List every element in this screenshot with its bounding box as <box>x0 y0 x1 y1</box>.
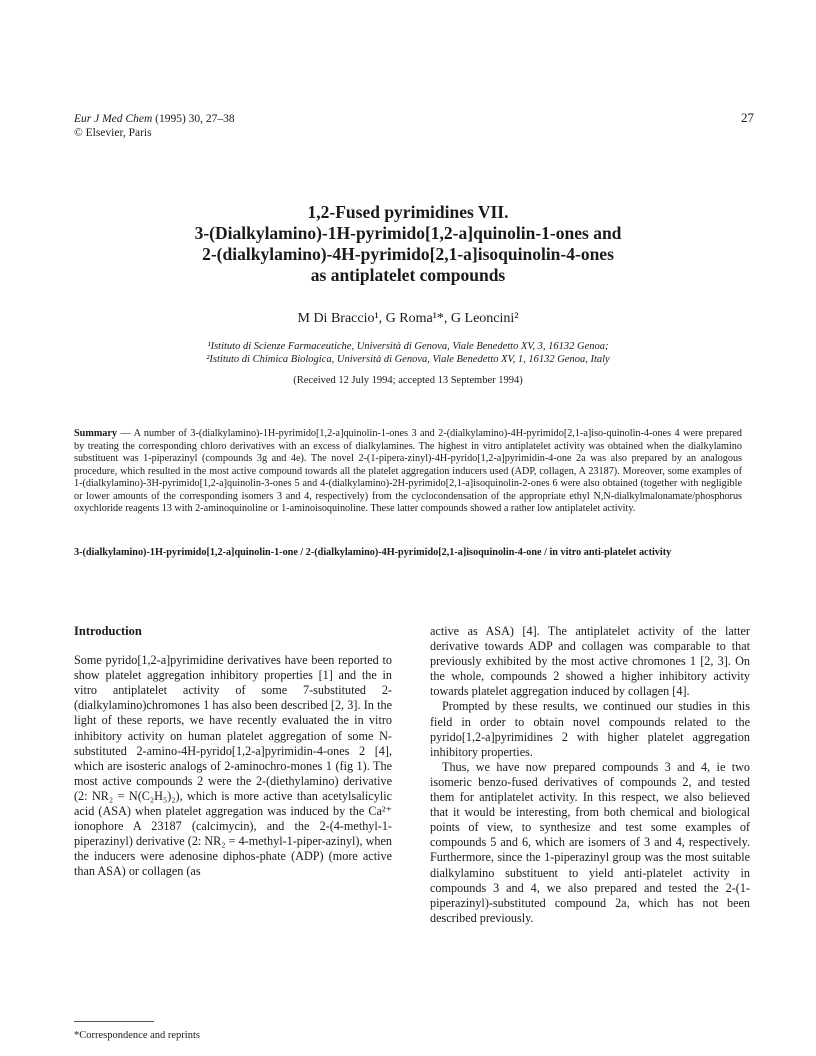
paragraph: Thus, we have now prepared compounds 3 and 4, ie two isomeric benzo-fused derivatives of compounds 2, and tested them for antiplatelet activity. In this respect, we also believed that it would be interesting, from both chemical and biological points of view, to synthesize and test some examples of compounds 5 and 6, which are isomers of 3 and 4, respectively. Furthermore, since the 1-piperazinyl group was the most suitable dialkylamino substituent to yield anti-platelet activity in compounds 3 and 4, we also prepared and tested the 2-(1-piperazinyl)-substituted compound 2a, which has not been described previously. <box>430 759 750 925</box>
column-left <box>74 624 392 880</box>
summary-label: Summary <box>74 428 118 439</box>
publisher: © Elsevier, Paris <box>74 127 152 139</box>
journal-name: Eur J Med Chem <box>74 113 153 125</box>
footnote-divider <box>74 1021 154 1022</box>
journal-volume: (1995) 30, 27–38 <box>152 113 235 125</box>
journal-citation <box>74 112 235 140</box>
affiliation-line: ²Istituto di Chimica Biologica, Università di Genova, Viale Benedetto XV, 1, 16132 Genoa, Italy <box>206 354 610 365</box>
title-line: 1,2-Fused pyrimidines VII. <box>307 202 509 222</box>
affiliation-line: ¹Istituto di Scienze Farmaceutiche, Università di Genova, Viale Benedetto XV, 3, 16132 Genoa; <box>207 341 609 352</box>
page-number: 27 <box>741 110 754 125</box>
section-heading: Introduction <box>74 624 142 638</box>
title-line: 2-(dialkylamino)-4H-pyrimido[2,1-a]isoquinolin-4-ones <box>202 244 614 264</box>
received-dates: (Received 12 July 1994; accepted 13 September 1994) <box>293 375 523 386</box>
footnote: *Correspondence and reprints <box>74 1030 200 1041</box>
author-list: M Di Braccio¹, G Roma¹*, G Leoncini² <box>297 311 519 326</box>
paragraph: Prompted by these results, we continued our studies in this field in order to obtain novel compounds related to the pyrido[1,2-a]pyrimidines 2 with higher platelet aggregation inhibitory properties. <box>430 699 750 759</box>
affiliations <box>60 340 756 366</box>
keywords: 3-(dialkylamino)-1H-pyrimido[1,2-a]quinolin-1-one / 2-(dialkylamino)-4H-pyrimido[2,1-a]isoquinolin-4-one / in vitro anti-platelet activity <box>74 547 672 558</box>
column-right <box>430 624 750 926</box>
article-title <box>60 202 756 286</box>
paragraph: active as ASA) [4]. The antiplatelet activity of the latter derivative towards ADP and collagen was comparable to that previously exhibited by the most active chromones 1 [2, 3]. On the whole, compounds 2 showed a higher inhibitory activity towards platelet aggregation induced by collagen [4]. <box>430 624 750 699</box>
title-line: 3-(Dialkylamino)-1H-pyrimido[1,2-a]quinolin-1-ones and <box>194 223 622 243</box>
summary-block <box>74 428 742 516</box>
title-line: as antiplatelet compounds <box>310 265 506 285</box>
summary-text: — A number of 3-(dialkylamino)-1H-pyrimido[1,2-a]quinolin-1-ones 3 and 2-(dialkylamino)-4H-pyrimido[2,1-a]iso-quinolin-4-ones 4 were prepared by treating the corresponding chloro derivatives with an excess of dialkylamines. The highest in vitro antiplatelet activity was obtained when the dialkylamino substituent was 1-piperazinyl (compounds 3g and 4e). The novel 2-(1-pipera-zinyl)-4H-pyrido[1,2-a]pyrimidin-4-one 2a was also prepared by an analogous procedure, which resulted in the most active compound towards all the platelet aggregation inducers used (ADP, collagen, A 23187). Moreover, some examples of 1-(dialkylamino)-3H-pyrimido[1,2-a]quinolin-3-ones 5 and 4-(dialkylamino)-2H-pyrimido[2,1-a]isoquinolin-2-ones 6 were also obtained (together with negligible or lower amounts of the corresponding isomers 3 and 4, respectively) from the cyclocondensation of the appropriate ethyl N,N-dialkylmalonamate/phosphorus oxychloride reagents 13 with 2-aminoquinoline or 1-aminoisoquinoline. These latter compounds showed a rather low antiplatelet activity. <box>74 428 742 514</box>
paragraph: Some pyrido[1,2-a]pyrimidine derivatives have been reported to show platelet aggregation inhibitory properties [1] and the in vitro antiplatelet activity of some 7-substituted 2-(dialkylamino)chromones 1 has also been described [2, 3]. In the light of these reports, we have recently evaluated the in vitro inhibitory activity on human platelet aggregation of some N-substituted 2-amino-4H-pyrido[1,2-a]pyrimidin-4-ones 2 [4], which are isosteric analogs of 2-aminochro-mones 1 (fig 1). The most active compounds 2 were the 2-(diethylamino) derivative (2: NR₂ = N(C₂H₅)₂), which is more active than acetylsalicylic acid (ASA) when platelet aggregation was induced by the Ca²⁺ ionophore A 23187 (calcimycin), and the 2-(4-methyl-1-piperazinyl) derivative (2: NR₂ = 4-methyl-1-piper-azinyl), when the inducers were adenosine diphos-phate (ADP) (more active than ASA) or collagen (as <box>74 653 392 879</box>
